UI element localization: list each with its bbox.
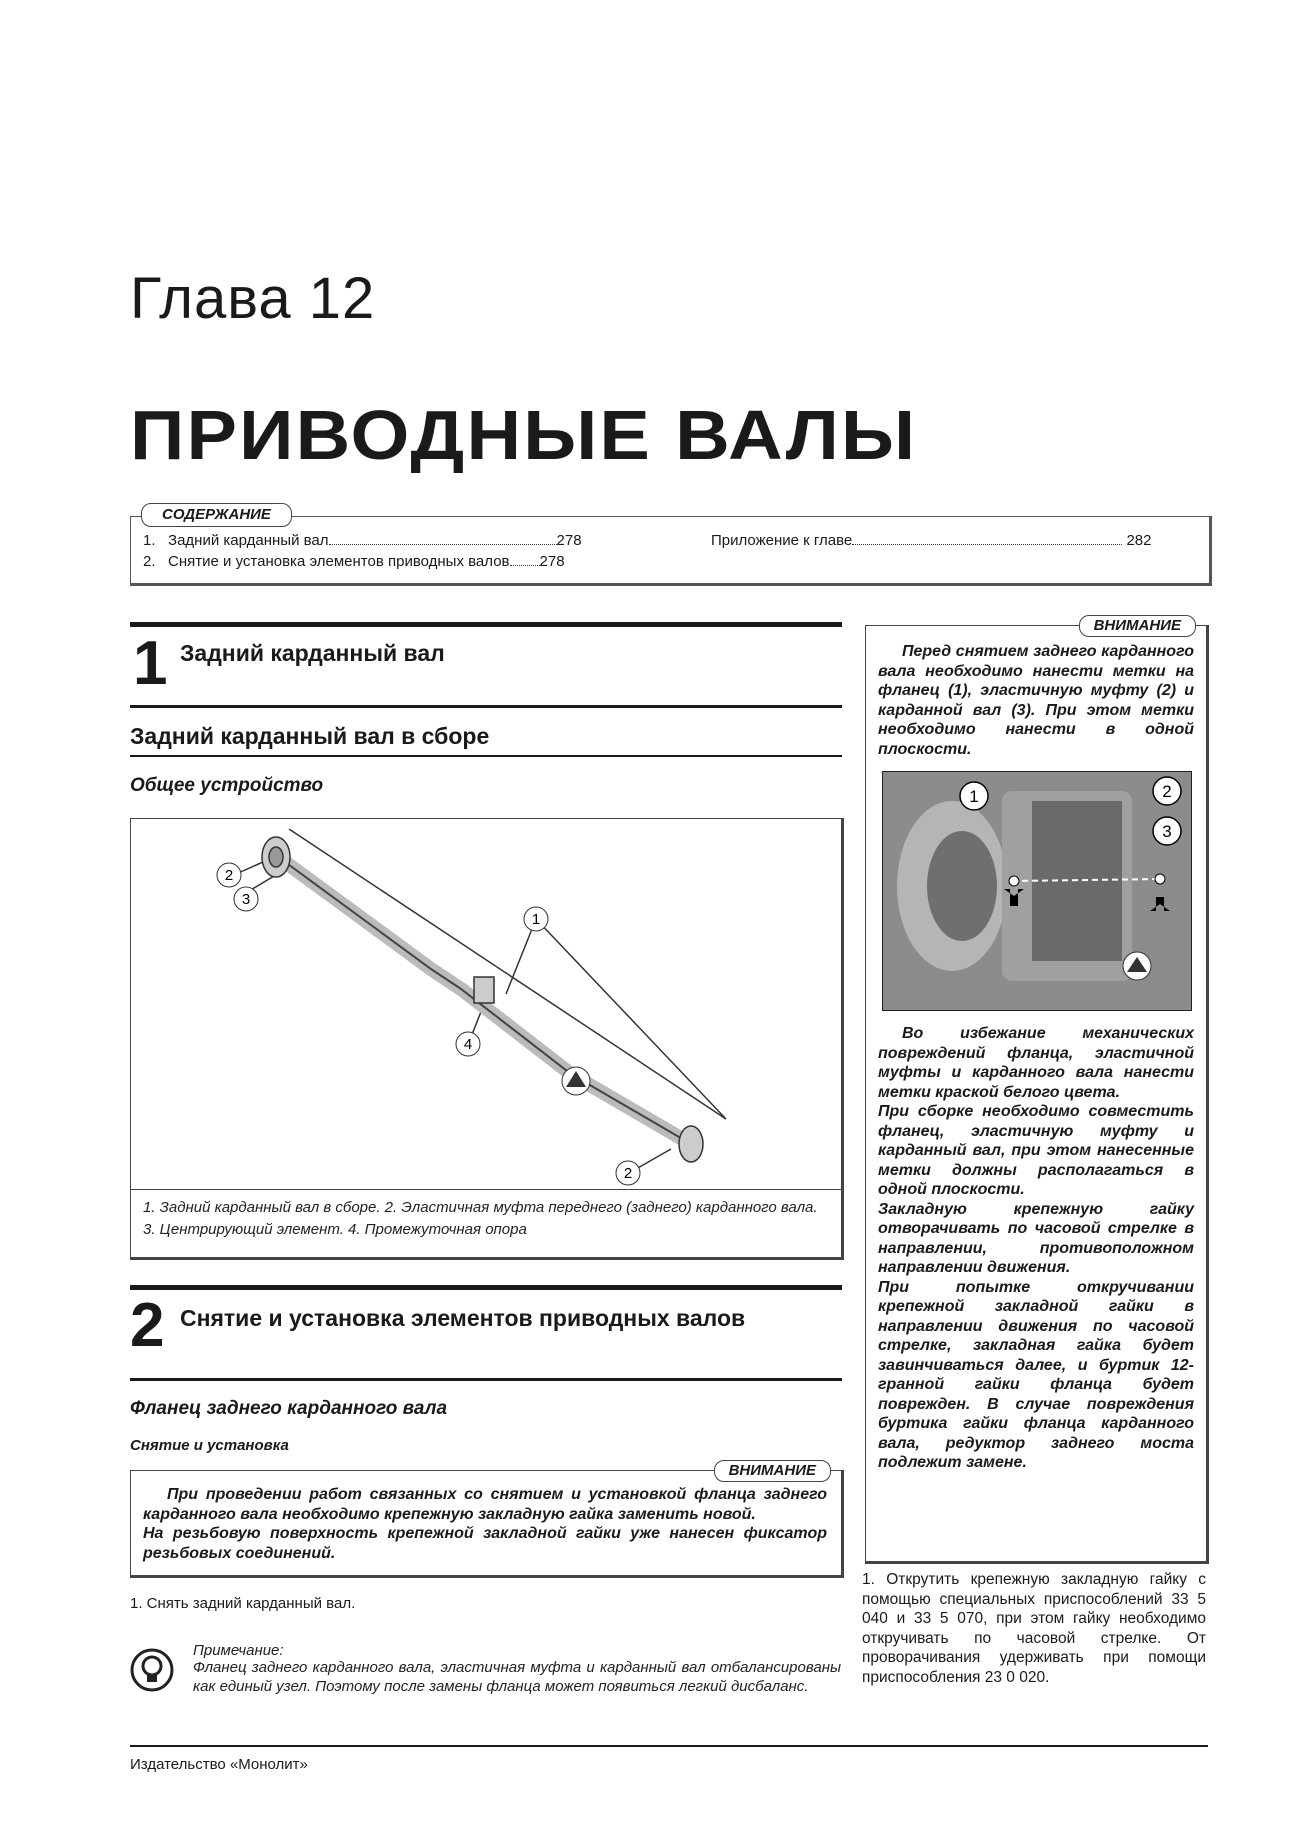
section-number: 2 — [130, 1291, 165, 1360]
figure-box — [130, 818, 844, 1260]
caption-divider — [131, 1189, 841, 1190]
section-divider — [130, 1285, 842, 1290]
lightbulb-icon — [130, 1648, 174, 1692]
toc-heading: СОДЕРЖАНИЕ — [141, 503, 292, 527]
page-title: ПРИВОДНЫЕ ВАЛЫ — [130, 396, 918, 474]
section-title: Снятие и установка элементов приводных валов — [180, 1305, 746, 1331]
warning-text: Перед снятием заднего карданного вала необходимо нанести метки на фланец (1), эластичную муфту (2) и карданной вал (3). При этом метки необходимо нанести в одной плоскости. — [878, 643, 1194, 758]
table-of-contents — [130, 506, 1212, 586]
section-divider — [130, 705, 842, 708]
flange-photo — [882, 771, 1192, 1011]
toc-item-label: Приложение к главе — [711, 532, 853, 549]
chapter-label: Глава 12 — [130, 266, 376, 331]
callout-label: 3 — [241, 891, 251, 908]
footer-divider — [130, 1745, 1208, 1747]
sidebar-warning-box — [865, 617, 1209, 1564]
toc-item-page: 278 — [556, 532, 582, 549]
callout-label: 2 — [1162, 782, 1172, 801]
figure-caption: 1. Задний карданный вал в сборе. 2. Эластичная муфта переднего (заднего) карданного вала. 3. Центрирующий элемент. 4. Промежуточная опора — [143, 1199, 818, 1238]
note-text: Фланец заднего карданного вала, эластичная муфта и карданный вал отбалансированы как единый узел. Поэтому после замены фланца может появиться легкий дисбаланс. — [193, 1659, 841, 1695]
step-text: 1. Снять задний карданный вал. — [130, 1595, 356, 1612]
warning-label: ВНИМАНИЕ — [714, 1460, 831, 1482]
note-label: Примечание: — [193, 1642, 284, 1659]
subheading: Общее устройство — [130, 775, 324, 796]
toc-item-page: 282 — [1126, 532, 1152, 549]
warning-text: Во избежание механических повреждений фланца, эластичной муфты и карданного вала нанести метки краской белого цвета. При сборке необходимо совместить фланец, эластичную муфту и карданный вал, при этом нанесенные метки должны располагаться в одной плоскости. Закладную крепежную гайку отворачивать по часовой стрелке в направлении, противоположном направлении движения. При попытке откручивании крепежной закладной гайки в направлении движения по часовой стрелке, закладная гайка будет завинчиваться далее, и буртик 12-гранной гайки фланца будет поврежден. В случае повреждения буртика гайки фланца карданного вала, редуктор заднего моста подлежит замене. — [878, 1025, 1194, 1471]
toc-item[interactable] — [143, 552, 565, 572]
driveshaft-diagram — [131, 819, 841, 1187]
toc-item-number: 2. — [143, 553, 156, 570]
warning-box — [130, 1462, 844, 1578]
callout-label: 4 — [463, 1036, 473, 1053]
callout-label: 3 — [1162, 822, 1172, 841]
section-divider — [130, 1378, 842, 1381]
subheading: Снятие и установка — [130, 1437, 289, 1454]
toc-item-page: 278 — [539, 553, 565, 570]
subsection-title: Задний карданный вал в сборе — [130, 723, 490, 749]
subsection-divider — [130, 755, 842, 757]
callout-label: 2 — [623, 1165, 633, 1182]
section-title: Задний карданный вал — [180, 640, 445, 666]
callout-label: 1 — [969, 787, 979, 806]
callout-label: 1 — [531, 911, 541, 928]
toc-item-number: 1. — [143, 532, 156, 549]
section-divider — [130, 622, 842, 627]
step-text: 1. Открутить крепежную закладную гайку с помощью специальных приспособлений 33 5 040 и 33 5 070, при этом гайку необходимо откручивать по часовой стрелке. От проворачивания удерживать при помощи приспособления 23 0 020. — [862, 1571, 1206, 1686]
section-number: 1 — [133, 629, 168, 698]
toc-item-label: Задний карданный вал — [168, 532, 329, 549]
subsection-title: Фланец заднего карданного вала — [130, 1398, 448, 1419]
callout-label: 2 — [224, 867, 234, 884]
toc-item[interactable] — [711, 531, 1151, 551]
publisher: Издательство «Монолит» — [130, 1756, 308, 1773]
warning-text: При проведении работ связанных со снятием и установкой фланца заднего карданного вала необходимо крепежную закладную гайка заменить новой. На резьбовую поверхность крепежной закладной гайки уже нанесен фиксатор резьбовых соединений. — [143, 1486, 827, 1562]
warning-label: ВНИМАНИЕ — [1079, 615, 1196, 637]
toc-item[interactable] — [143, 531, 582, 551]
toc-item-label: Снятие и установка элементов приводных валов — [168, 553, 510, 570]
